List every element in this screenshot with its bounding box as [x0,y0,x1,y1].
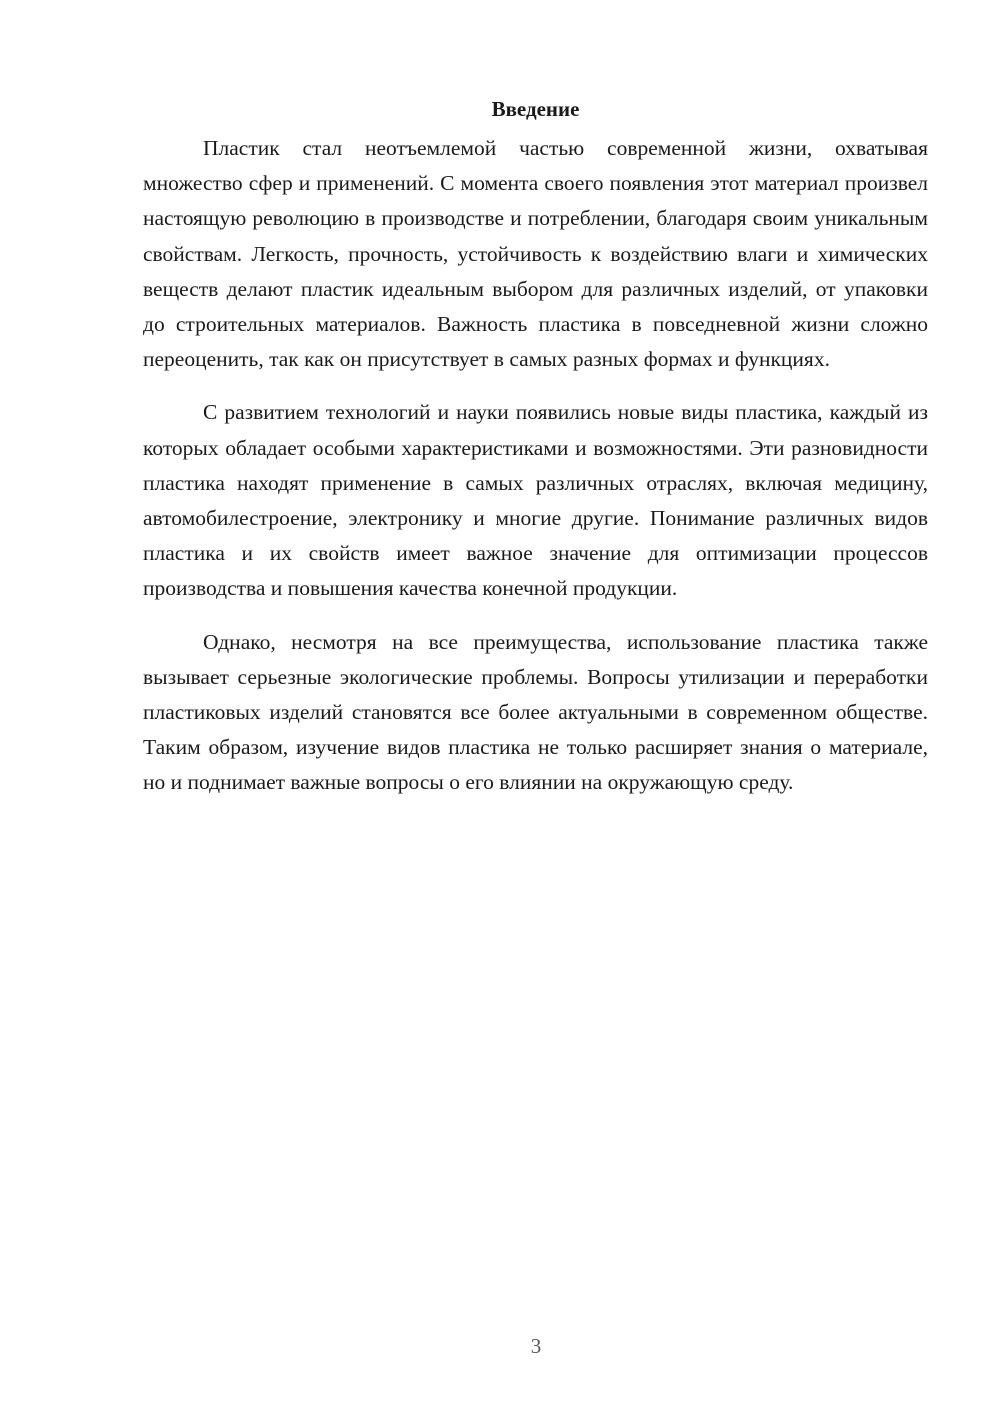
paragraph-1: Пластик стал неотъемлемой частью современной жизни, охватывая множество сфер и применений. С момента своего появления этот материал произвел настоящую революцию в производстве и потреблении, благодаря своим уникальным свойствам. Легкость, прочность, устойчивость к воздействию влаги и химических веществ делают пластик идеальным выбором для различных изделий, от упаковки до строительных материалов. Важность пластика в повседневной жизни сложно переоценить, так как он присутствует в самых разных формах и функциях. [143,136,928,372]
paragraph-2: С развитием технологий и науки появились новые виды пластика, каждый из которых обладает особыми характеристиками и возможностями. Эти разновидности пластика находят применение в самых различных отраслях, включая медицину, автомобилестроение, электронику и многие другие. Понимание различных видов пластика и их свойств имеет важное значение для оптимизации процессов производства и повышения качества конечной продукции. [143,400,928,601]
page-number: 3 [530,1334,542,1358]
section-title: Введение [491,97,580,121]
paragraph-3: Однако, несмотря на все преимущества, использование пластика также вызывает серьезные экологические проблемы. Вопросы утилизации и переработки пластиковых изделий становятся все более актуальными в современном обществе. Таким образом, изучение видов пластика не только расширяет знания о материале, но и поднимает важные вопросы о его влиянии на окружающую среду. [143,629,928,795]
page-content [143,92,928,819]
